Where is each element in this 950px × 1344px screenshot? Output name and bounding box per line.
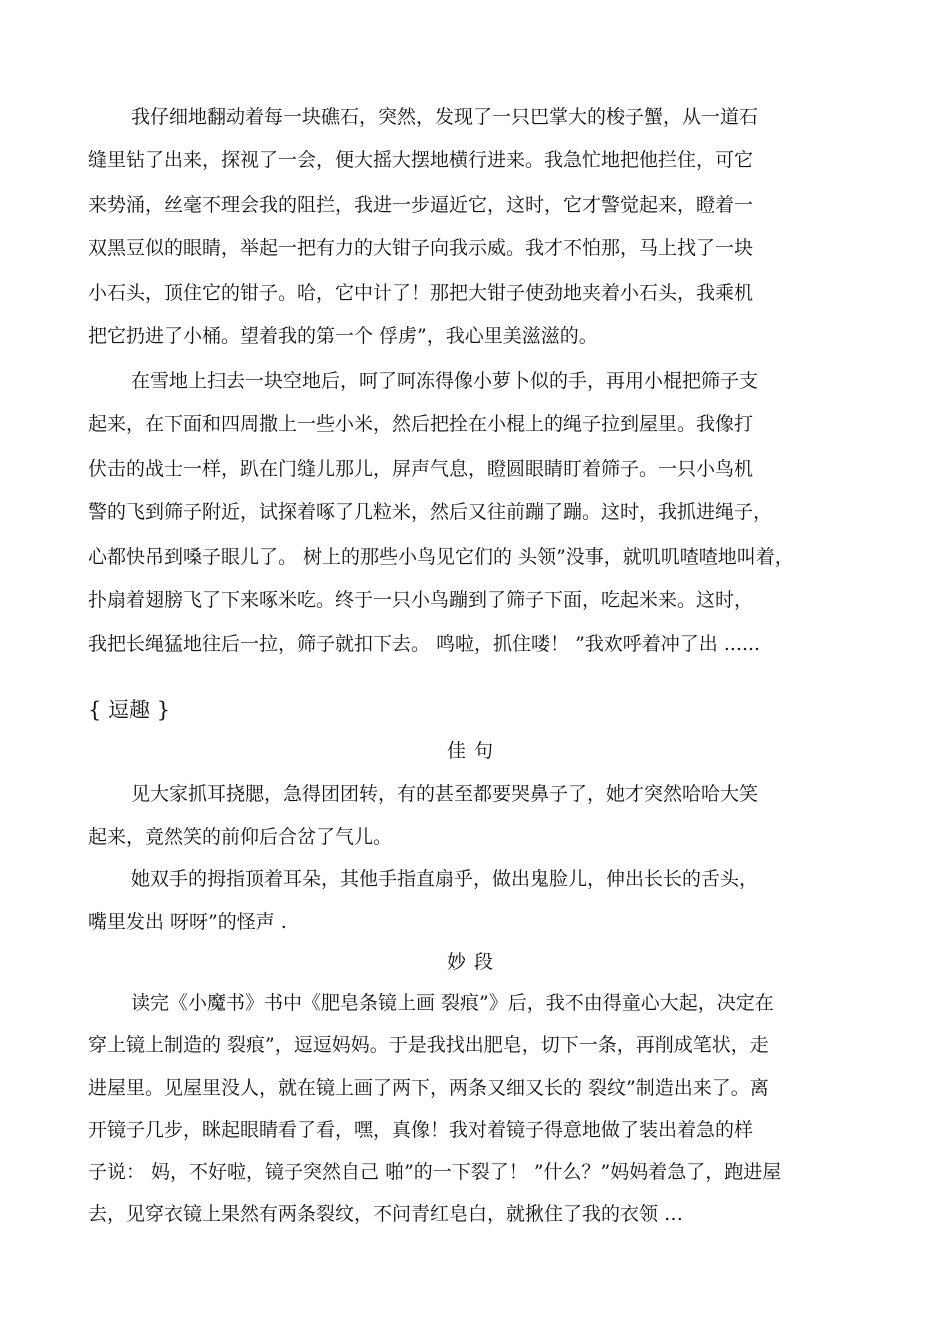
text-line: 去，见穿衣镜上果然有两条裂纹，不问青红皂白，就揪住了我的衣领 …: [88, 1203, 684, 1225]
text-line: 缝里钻了出来，探视了一会，便大摇大摆地横行进来。我急忙地把他拦住，可它: [88, 149, 754, 171]
text-line: 伏击的战士一样，趴在门缝儿那儿，屏声气息，瞪圆眼睛盯着筛子。一只小鸟机: [88, 458, 754, 480]
text-line: 警的飞到筛子附近，试探着啄了几粒米，然后又往前蹦了蹦。这时，我抓进绳子，: [88, 501, 773, 523]
heading-good-paragraph: 妙 段: [447, 951, 495, 973]
text-line: 扑扇着翅膀飞了下来啄米吃。终于一只小鸟蹦到了筛子下面，吃起米来。这时，: [88, 589, 754, 611]
text-line: 她双手的拇指顶着耳朵，其他手指直扇乎，做出鬼脸儿，伸出长长的舌头，: [131, 868, 759, 890]
text-line: 起来，竟然笑的前仰后合岔了气儿。: [88, 826, 393, 848]
text-line: 心都快吊到嗓子眼儿了。 树上的那些小鸟见它们的 头领”没事，就叽叽喳喳地叫着，: [88, 546, 794, 568]
text-line: 嘴里发出 呀呀”的怪声 .: [88, 911, 287, 933]
text-line: 把它扔进了小桶。望着我的第一个 俘虏”，我心里美滋滋的。: [88, 325, 598, 347]
text-line: 开镜子几步，眯起眼睛看了看，嘿，真像！我对着镜子得意地做了装出着急的样: [88, 1119, 754, 1141]
text-line: 我把长绳猛地往后一拉，筛子就扣下去。 鸣啦，抓住喽！ ”我欢呼着冲了出 ......: [88, 633, 761, 655]
text-line: 见大家抓耳挠腮，急得团团转，有的甚至都要哭鼻子了，她才突然哈哈大笑: [131, 783, 759, 805]
text-line: 双黑豆似的眼睛，举起一把有力的大钳子向我示威。我才不怕那，马上找了一块: [88, 237, 754, 259]
text-line: 我仔细地翻动着每一块礁石，突然，发现了一只巴掌大的梭子蟹，从一道石: [131, 106, 759, 128]
text-line: 来势涌，丝毫不理会我的阻拦，我进一步逼近它，这时，它才警觉起来，瞪着一: [88, 194, 754, 216]
text-line: 小石头，顶住它的钳子。哈，它中计了！那把大钳子使劲地夹着小石头，我乘机: [88, 282, 754, 304]
text-line: 进屋里。见屋里没人，就在镜上画了两下，两条又细又长的 裂纹”制造出来了。离: [88, 1077, 769, 1099]
heading-good-sentences: 佳 句: [447, 740, 495, 762]
text-line: 读完《小魔书》书中《肥皂条镜上画 裂痕”》后，我不由得童心大起，决定在: [131, 992, 774, 1014]
text-line: 子说： 妈，不好啦，镜子突然自己 啪”的一下裂了！ ”什么？”妈妈着急了，跑进屋: [88, 1161, 782, 1183]
text-line: 起来，在下面和四周撒上一些小米，然后把拴在小棍上的绳子拉到屋里。我像打: [88, 413, 754, 435]
text-line: 在雪地上扫去一块空地后，呵了呵冻得像小萝卜似的手，再用小棍把筛子支: [131, 370, 759, 392]
section-title: { 逗趣 }: [88, 698, 171, 722]
text-line: 穿上镜上制造的 裂痕”，逗逗妈妈。于是我找出肥皂，切下一条，再削成笔状，走: [88, 1034, 769, 1056]
